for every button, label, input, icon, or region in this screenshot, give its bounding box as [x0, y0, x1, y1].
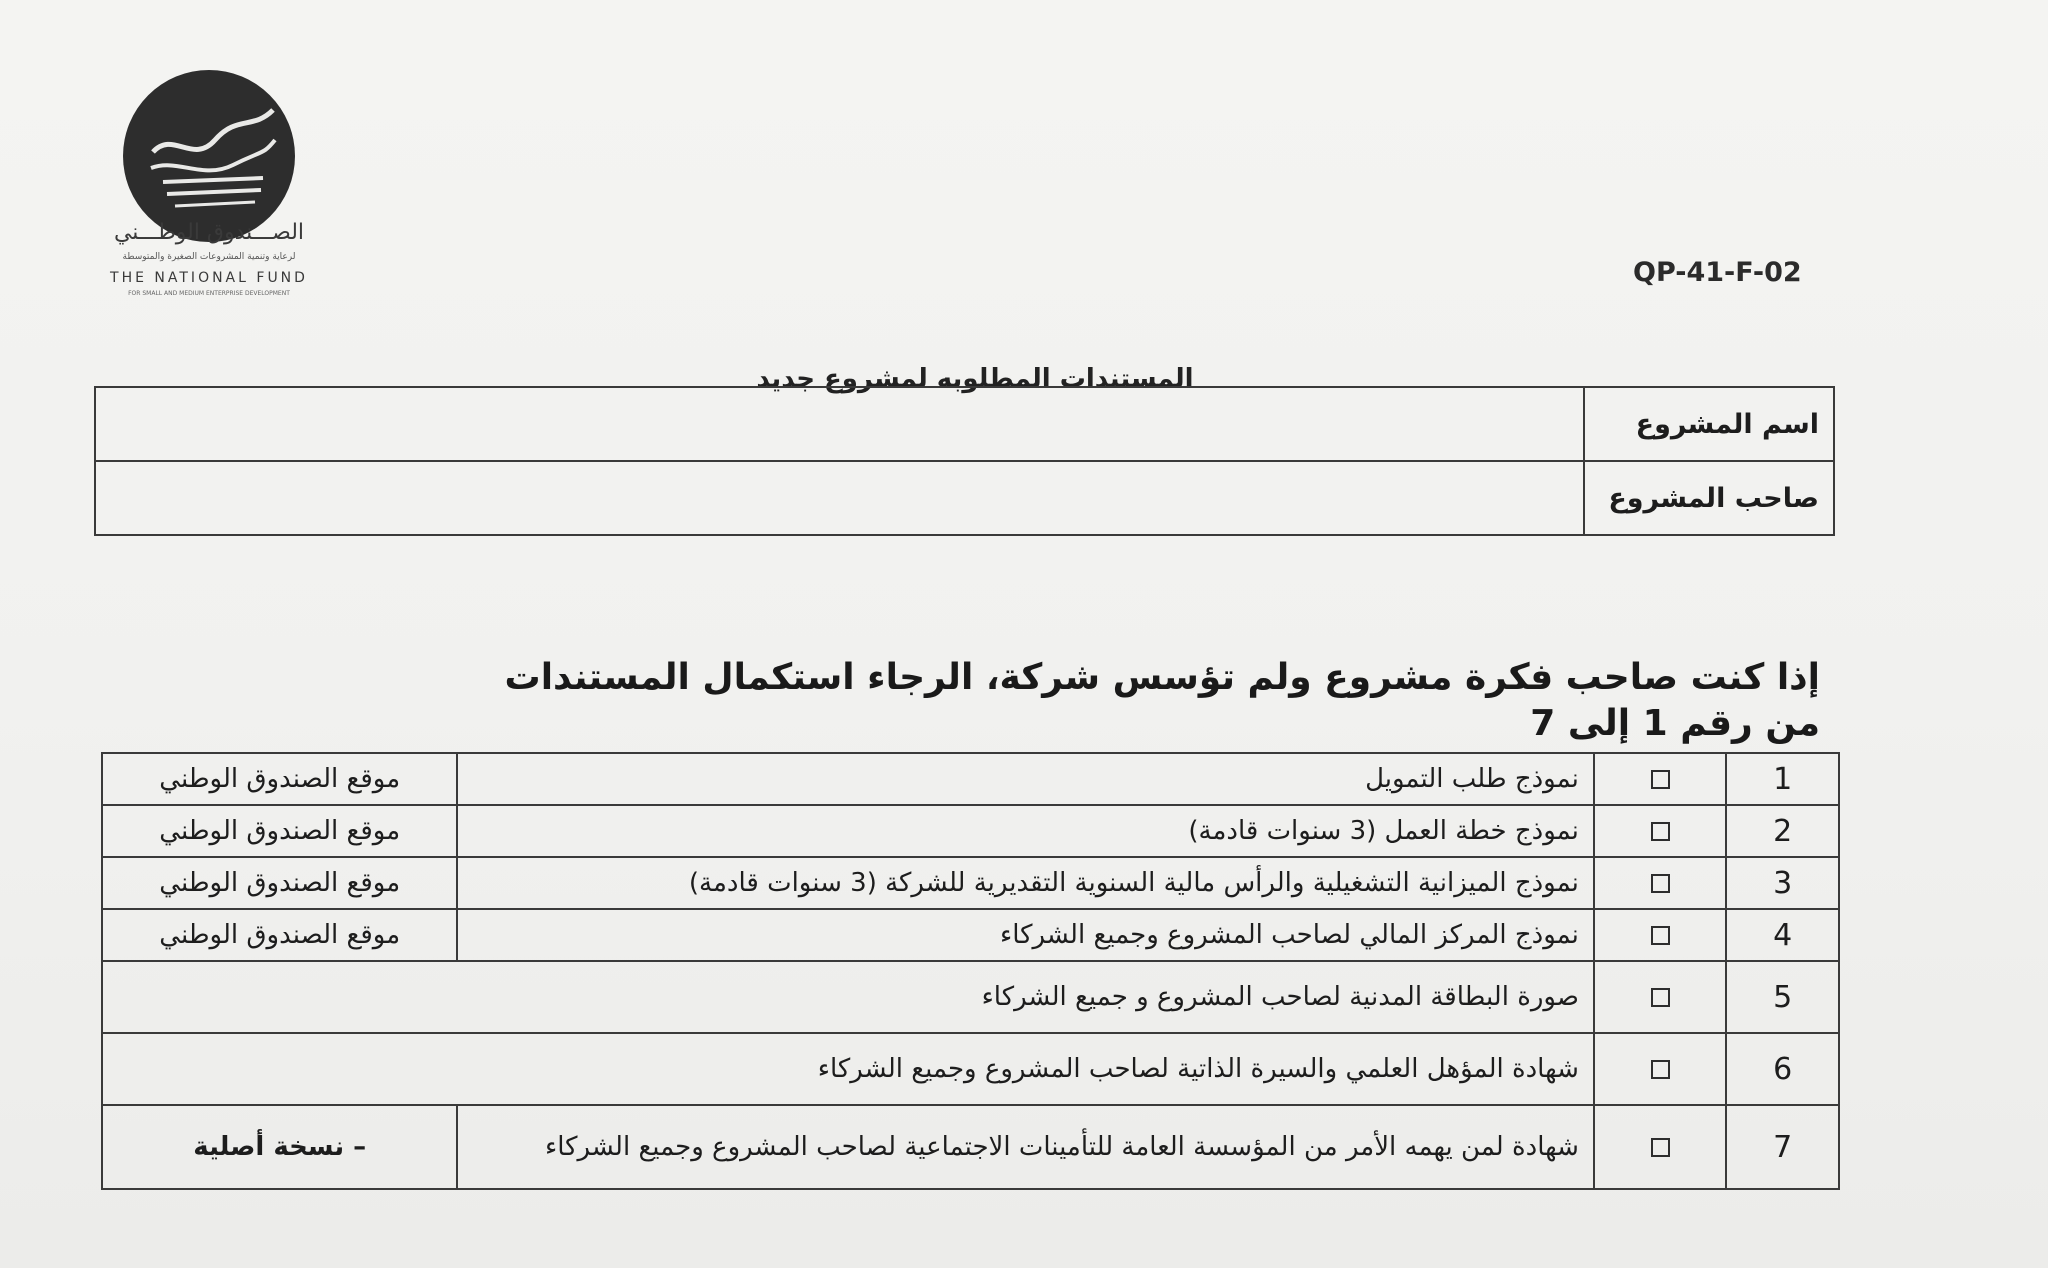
document-row: [102, 805, 1839, 857]
document-row: [102, 1033, 1839, 1105]
document-checkbox[interactable]: [1651, 988, 1670, 1007]
instruction-text: إذا كنت صاحب فكرة مشروع ولم تؤسس شركة، الرجاء استكمال المستندات من رقم 1 إلى 7: [504, 657, 1820, 744]
logo-english-name: THE NATIONAL FUND: [110, 270, 308, 286]
document-number: 6: [1726, 1033, 1839, 1105]
original-copy-note: – نسخة أصلية: [102, 1105, 457, 1189]
document-checkbox[interactable]: [1651, 874, 1670, 893]
document-checkbox[interactable]: [1651, 770, 1670, 789]
document-row: [102, 857, 1839, 909]
logo-emblem: [123, 70, 295, 242]
document-description: نموذج طلب التمويل: [457, 753, 1593, 805]
document-checkbox[interactable]: [1651, 822, 1670, 841]
project-name-field[interactable]: [95, 387, 1584, 461]
document-description: شهادة المؤهل العلمي والسيرة الذاتية لصاحب المشروع وجميع الشركاء: [102, 1033, 1594, 1105]
document-description: نموذج الميزانية التشغيلية والرأس مالية السنوية التقديرية للشركة (3 سنوات قادمة): [457, 857, 1593, 909]
logo-arabic-name: الصـــندوق الوطـــني: [113, 220, 305, 245]
document-checkbox[interactable]: [1651, 1060, 1670, 1079]
document-code: QP-41-F-02: [1633, 257, 1802, 288]
project-owner-label: صاحب المشروع: [1584, 461, 1834, 535]
document-row: [102, 961, 1839, 1033]
project-name-row: [95, 387, 1834, 461]
project-owner-row: [95, 461, 1834, 535]
project-owner-field[interactable]: [95, 461, 1584, 535]
document-source: موقع الصندوق الوطني: [102, 805, 457, 857]
logo-english-subtitle: FOR SMALL AND MEDIUM ENTERPRISE DEVELOPMENT: [128, 290, 290, 297]
project-info-table: [94, 386, 1835, 536]
documents-checklist-table: [101, 752, 1840, 1190]
document-description: شهادة لمن يهمه الأمر من المؤسسة العامة للتأمينات الاجتماعية لصاحب المشروع وجميع الشركاء: [457, 1105, 1593, 1189]
document-number: 1: [1726, 753, 1839, 805]
document-source: موقع الصندوق الوطني: [102, 909, 457, 961]
document-number: 4: [1726, 909, 1839, 961]
document-description: صورة البطاقة المدنية لصاحب المشروع و جميع الشركاء: [102, 961, 1594, 1033]
document-checkbox[interactable]: [1651, 926, 1670, 945]
document-number: 2: [1726, 805, 1839, 857]
document-checkbox[interactable]: [1651, 1138, 1670, 1157]
document-number: 7: [1726, 1105, 1839, 1189]
logo-arabic-subtitle: لرعاية وتنمية المشروعات الصغيرة والمتوسطة: [122, 252, 296, 262]
document-description: نموذج المركز المالي لصاحب المشروع وجميع الشركاء: [457, 909, 1593, 961]
document-source: موقع الصندوق الوطني: [102, 753, 457, 805]
form-title: المستندات المطلوبه لمشروع جديد: [756, 364, 1194, 394]
document-source: موقع الصندوق الوطني: [102, 857, 457, 909]
document-number: 5: [1726, 961, 1839, 1033]
project-name-label: اسم المشروع: [1584, 387, 1834, 461]
document-row: [102, 1105, 1839, 1189]
document-row: [102, 753, 1839, 805]
document-number: 3: [1726, 857, 1839, 909]
document-row: [102, 909, 1839, 961]
national-fund-logo: [78, 70, 348, 305]
document-description: نموذج خطة العمل (3 سنوات قادمة): [457, 805, 1593, 857]
